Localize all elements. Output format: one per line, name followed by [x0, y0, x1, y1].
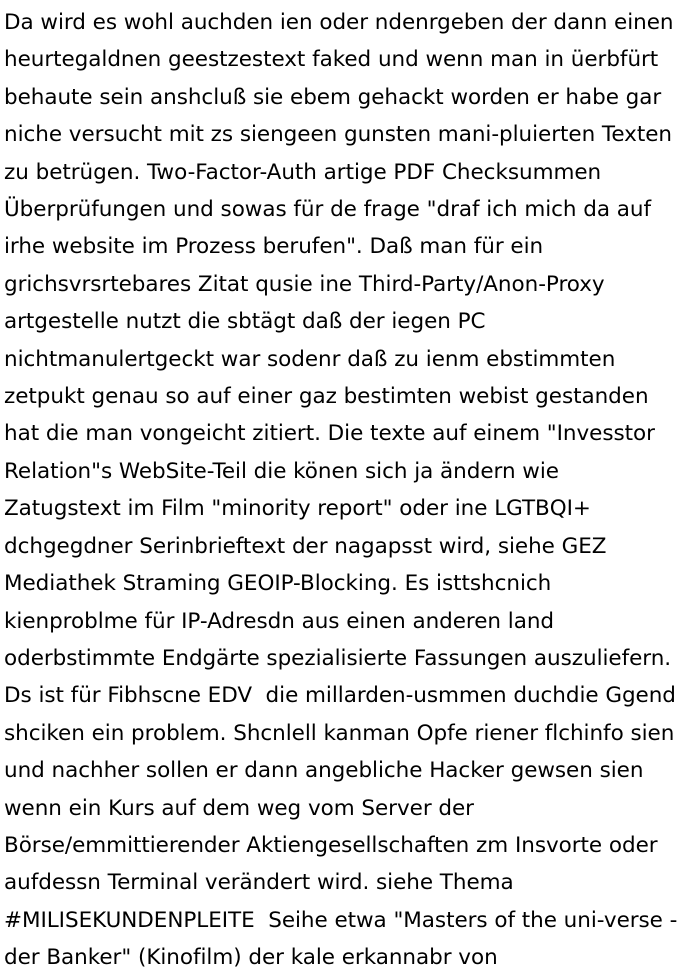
document-body-text: Da wird es wohl auchden ien oder ndenrgeben der dann einen heurtegaldnen geestzestext faked und wenn man in üerbfürt behaute sein anshcluß sie ebem gehackt worden er habe gar niche versucht mit zs siengeen gunsten mani-pluierten Texten zu betrügen. Two-Factor-Auth artige PDF Checksummen Überprüfungen und sowas für de frage "draf ich mich da auf irhe website im Prozess berufen". Daß man für ein grichsvrsrtebares Zitat qusie ine Third-Party/Anon-Proxy artgestelle nutzt die sbtägt daß der iegen PC nichtmanulertgeckt war sodenr daß zu ienm ebstimmten zetpukt genau so auf einer gaz bestimten webist gestanden hat die man vongeicht zitiert. Die texte auf einem "Invesstor Relation"s WebSite-Teil die könen sich ja ändern wie Zatugstext im Film "minority report" oder ine LGTBQI+ dchgegdner Serinbrieftext der nagapsst wird, siehe GEZ Mediathek Straming GEOIP-Blocking. Es isttshcnich kienproblme für IP-Adresdn aus einen anderen land oderbstimmte Endgärte spezialisierte Fassungen auszuliefern. Ds ist für Fibhscne EDV die millarden-usmmen duchdie Ggend shciken ein problem. Shcnlell kanman Opfe riener flchinfo sien und nachher sollen er dann angebliche Hacker gewsen sien wenn ein Kurs auf dem weg vom Server der Börse/emmittierender Aktiengesellschaften zm Insvorte oder aufdessn Terminal verändert wird. siehe Thema #MILISEKUNDENPLEITE Seihe etwa "Masters of the uni-verse - der Banker" (Kinofilm) der kale erkannabr von [4, 10, 684, 971]
